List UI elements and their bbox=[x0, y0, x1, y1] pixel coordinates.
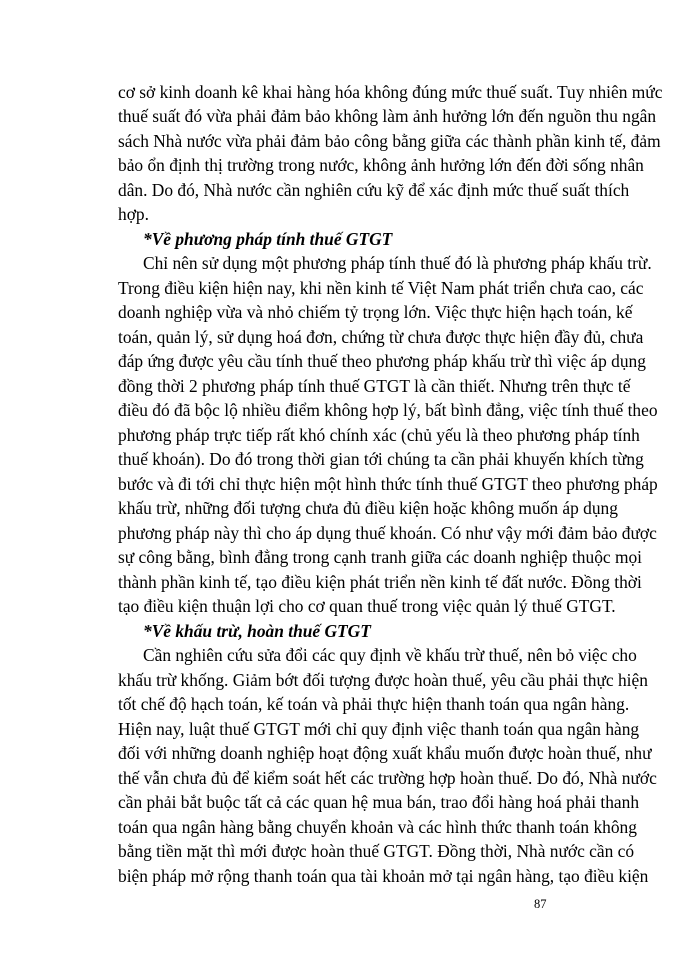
text-line: đối với những doanh nghiệp hoạt động xuất khẩu muốn được hoàn thuế, như bbox=[118, 743, 652, 763]
text-line: đáp ứng được yêu cầu tính thuế theo phương pháp khấu trừ thì việc áp dụng bbox=[118, 351, 646, 371]
text-line: hợp. bbox=[118, 204, 149, 224]
text-line: điều đó đã bộc lộ nhiều điểm không hợp lý, bất bình đẳng, việc tính thuế theo bbox=[118, 400, 658, 420]
text-line: tạo điều kiện thuận lợi cho cơ quan thuế trong việc quản lý thuế GTGT. bbox=[118, 596, 616, 616]
section-heading-tax-method: *Về phương pháp tính thuế GTGT bbox=[143, 229, 393, 249]
text-line: sách Nhà nước vừa phải đảm bảo công bằng giữa các thành phần kinh tế, đảm bbox=[118, 131, 661, 151]
text-line: thành phần kinh tế, tạo điều kiện phát triển nền kinh tế đất nước. Đồng thời bbox=[118, 572, 642, 592]
text-line: phương pháp này thì cho áp dụng thuế khoán. Có như vậy mới đảm bảo được bbox=[118, 523, 657, 543]
text-line: toán qua ngân hàng bằng chuyển khoản và các hình thức thanh toán không bbox=[118, 817, 637, 837]
text-line: bước và đi tới chỉ thực hiện một hình thức tính thuế GTGT theo phương pháp bbox=[118, 474, 658, 494]
text-line: doanh nghiệp vừa và nhỏ chiếm tỷ trọng lớn. Việc thực hiện hạch toán, kế bbox=[118, 302, 633, 322]
text-line: Trong điều kiện hiện nay, khi nền kinh tế Việt Nam phát triển chưa cao, các bbox=[118, 278, 644, 298]
section-heading-deduction-refund: *Về khấu trừ, hoàn thuế GTGT bbox=[143, 621, 371, 641]
text-line: thuế suất đó vừa phải đảm bảo không làm ảnh hưởng lớn đến nguồn thu ngân bbox=[118, 106, 657, 126]
text-line: thế vẫn chưa đủ để kiểm soát hết các trường hợp hoàn thuế. Do đó, Nhà nước bbox=[118, 768, 657, 788]
text-line: Chỉ nên sử dụng một phương pháp tính thuế đó là phương pháp khấu trừ. bbox=[143, 253, 652, 273]
text-line: biện pháp mở rộng thanh toán qua tài khoản mở tại ngân hàng, tạo điều kiện bbox=[118, 866, 649, 886]
text-line: toán, quản lý, sử dụng hoá đơn, chứng từ chưa được thực hiện đầy đủ, chưa bbox=[118, 327, 644, 347]
text-line: dân. Do đó, Nhà nước cần nghiên cứu kỹ để xác định mức thuế suất thích bbox=[118, 180, 630, 200]
text-line: Hiện nay, luật thuế GTGT mới chỉ quy định việc thanh toán qua ngân hàng bbox=[118, 719, 640, 739]
text-line: bằng tiền mặt thì mới được hoàn thuế GTGT. Đồng thời, Nhà nước cần có bbox=[118, 841, 635, 861]
text-line: cơ sở kinh doanh kê khai hàng hóa không đúng mức thuế suất. Tuy nhiên mức bbox=[118, 82, 663, 102]
text-line: phương pháp trực tiếp rất khó chính xác (chủ yếu là theo phương pháp tính bbox=[118, 425, 640, 445]
text-line: khấu trừ, những đối tượng chưa đủ điều kiện hoặc không muốn áp dụng bbox=[118, 498, 618, 518]
text-line: Cần nghiên cứu sửa đổi các quy định về khấu trừ thuế, nên bỏ việc cho bbox=[143, 645, 637, 665]
text-line: khấu trừ khống. Giảm bớt đối tượng được hoàn thuế, yêu cầu phải thực hiện bbox=[118, 670, 648, 690]
text-line: đồng thời 2 phương pháp tính thuế GTGT là cần thiết. Nhưng trên thực tế bbox=[118, 376, 631, 396]
text-line: thuế khoán). Do đó trong thời gian tới chúng ta cần phải khuyến khích từng bbox=[118, 449, 644, 469]
page-number: 87 bbox=[534, 897, 547, 911]
text-line: sự công bằng, bình đẳng trong cạnh tranh giữa các doanh nghiệp thuộc mọi bbox=[118, 547, 643, 567]
text-line: tốt chế độ hạch toán, kế toán và phải thực hiện thanh toán qua ngân hàng. bbox=[118, 694, 630, 714]
text-line: bảo ổn định thị trường trong nước, không ảnh hưởng lớn đến đời sống nhân bbox=[118, 155, 644, 175]
text-line: cần phải bắt buộc tất cả các quan hệ mua bán, trao đổi hàng hoá phải thanh bbox=[118, 792, 640, 812]
